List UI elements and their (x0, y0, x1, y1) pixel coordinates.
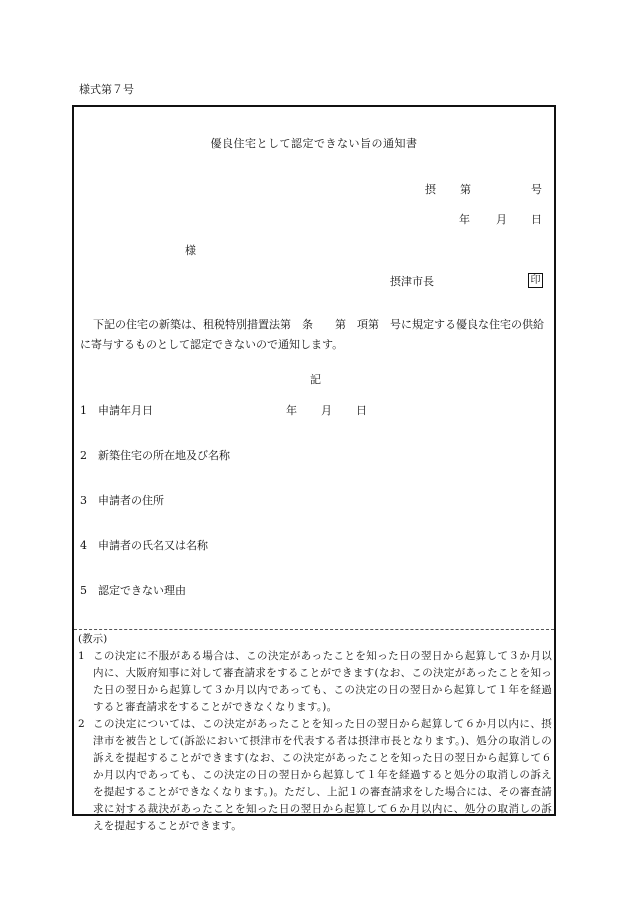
item-1-month: 月 (321, 404, 332, 417)
item-number: 1 (80, 404, 87, 417)
addressee-suffix: 様 (185, 244, 196, 257)
note-text: この決定に不服がある場合は、この決定があったことを知った日の翌日から起算して３か月以内に、大阪府知事に対して審査請求をすることができます(なお、この決定があったことを知った日の翌日から起算して３か月以内であっても、この決定の日の翌日から起算して１年を経過すると審査請求をすることができなくなります。)。 (93, 650, 552, 713)
item-2 (80, 449, 230, 463)
item-number: 3 (80, 494, 87, 507)
item-1-year: 年 (286, 404, 297, 417)
item-1-day: 日 (356, 404, 367, 417)
date-month: 月 (496, 213, 507, 226)
body-paragraph: 下記の住宅の新築は、租税特別措置法第 条 第 項第 号に規定する優良な住宅の供給に寄与するものとして認定できないので通知します。 (80, 318, 544, 351)
item-5 (80, 584, 186, 598)
item-label: 申請年月日 (98, 404, 153, 417)
item-number: 4 (80, 539, 87, 552)
notes-divider (74, 629, 554, 630)
item-label: 新築住宅の所在地及び名称 (98, 449, 230, 462)
seal-mark: 印 (528, 273, 543, 288)
note-item (78, 716, 552, 835)
date-day: 日 (531, 213, 542, 226)
notes-section (78, 631, 552, 835)
item-3 (80, 494, 164, 508)
date-year: 年 (459, 213, 470, 226)
ki-heading: 記 (310, 373, 321, 386)
note-number: 2 (78, 718, 85, 730)
notes-heading: (教示) (78, 633, 108, 645)
item-number: 2 (80, 449, 87, 462)
document-title: 優良住宅として認定できない旨の通知書 (210, 137, 418, 150)
note-text: この決定については、この決定があったことを知った日の翌日から起算して６か月以内に、摂津市を被告として(訴訟において摂津市を代表する者は摂津市長となります。)、処分の取消しの訴えを提起することができます(なお、この決定があったことを知った日の翌日から起算して６か月以内であっても、この決定の日の翌日から起算して１年を経過すると処分の取消しの訴えを提起することができなくなります。)。ただし、上記１の審査請求をした場合には、その審査請求に対する裁決があったことを知った日の翌日から起算して６か月以内に、処分の取消しの訴えを提起することができます。 (93, 718, 552, 832)
note-item (78, 648, 552, 716)
doc-number-dai: 第 (460, 183, 471, 196)
note-number: 1 (78, 650, 85, 662)
item-label: 申請者の住所 (98, 494, 164, 507)
notice-frame (72, 105, 556, 832)
form-number: 様式第７号 (79, 83, 134, 96)
item-number: 5 (80, 584, 87, 597)
doc-number-go: 号 (531, 183, 542, 196)
item-label: 認定できない理由 (98, 584, 186, 597)
item-1 (80, 404, 153, 418)
item-4 (80, 539, 208, 553)
doc-number-prefix: 摂 (425, 183, 436, 196)
item-label: 申請者の氏名又は名称 (98, 539, 208, 552)
issuer-name: 摂津市長 (390, 275, 434, 288)
